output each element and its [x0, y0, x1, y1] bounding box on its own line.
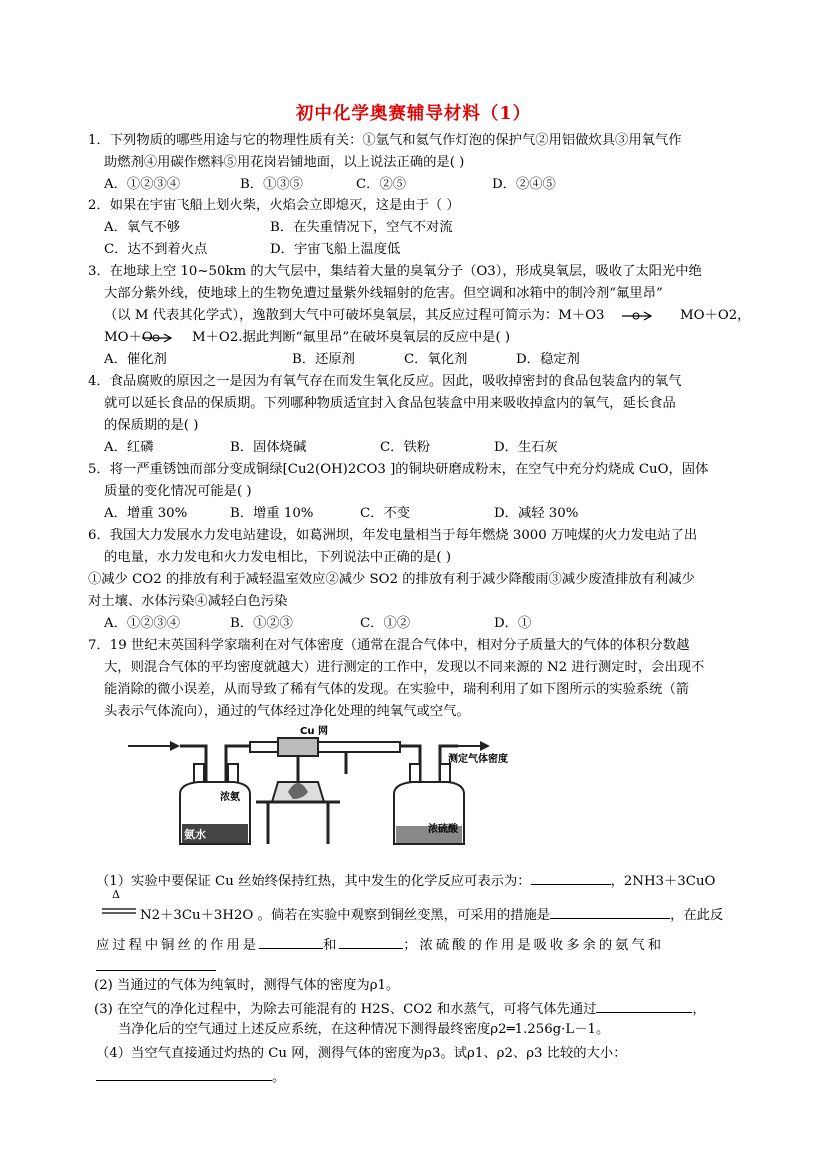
s1-text-f: 和 [322, 938, 340, 953]
q6-option-a: A．①②③④ [104, 616, 181, 631]
label-conc-sulfuric: 浓硫酸 [428, 824, 458, 835]
q7-line-4: 头表示气体流向），通过的气体经过净化处理的纯氧气或空气。 [104, 704, 470, 719]
q3-option-d: D．稳定剂 [516, 352, 580, 367]
s4-text-b: 。 [272, 1070, 286, 1085]
q5-option-c: C．不变 [360, 506, 411, 521]
s1-text-c: N2＋3Cu＋3H2O 。倘若在实验中观察到铜丝变黑，可采用的措施是 [140, 908, 551, 923]
q6-line-2: 的电量，水力发电和火力发电相比，下列说法中正确的是( ) [104, 550, 452, 565]
q3-line-3: （以 M 代表其化学式），逸散到大气中可破坏臭氧层，其反应过程可简示为：M＋O3 [104, 308, 605, 323]
q6-line-1: 6．我国大力发展水力发电站建设，如葛洲坝，年发电量相当于每年燃烧 3000 万吨煤的火力发电站了出 [88, 528, 698, 543]
s3-text-b: ， [692, 1002, 706, 1017]
q2-option-b: B．在失重情况下，空气不对流 [270, 220, 453, 235]
answer-blank-2[interactable] [550, 904, 670, 919]
s1-line-a [96, 870, 715, 892]
label-cu-net: Cu 网 [300, 726, 328, 737]
answer-blank-1[interactable] [531, 870, 611, 885]
q4-line-3: 的保质期的是( ) [104, 418, 199, 433]
s1-line-c [140, 904, 723, 926]
s1-line-e [96, 934, 664, 956]
q5-option-d: D．减轻 30% [494, 506, 579, 521]
answer-blank-6[interactable] [596, 998, 692, 1013]
q5-option-b: B．增重 10% [230, 506, 314, 521]
cu-net [278, 738, 318, 756]
q3-line-3b: MO＋O2， [680, 308, 751, 323]
q5-option-a: A．增重 30% [104, 506, 188, 521]
s4-line-a: （4）当空气直接通过灼热的 Cu 网，测得气体的密度为ρ3。试ρ1、ρ2、ρ3 比较的大小： [96, 1046, 627, 1061]
s3-text-a: (3) 在空气的净化过程中，为除去可能混有的 H2S、CO2 和水蒸气，可将气体先通过 [94, 1002, 597, 1017]
q3-option-c: C．氧化剂 [404, 352, 468, 367]
answer-blank-5[interactable] [96, 956, 216, 971]
q7-line-3: 能消除的微小误差，从而导致了稀有气体的发现。在实验中，瑞利利用了如下图所示的实验系统（箭 [104, 682, 690, 697]
q7-line-1: 7．19 世纪末英国科学家瑞利在对气体密度（通常在混合气体中，相对分子质量大的气体的体积分数越 [88, 638, 690, 653]
label-measure: 测定气体密度 [448, 754, 508, 765]
s1-text-d: ，在此反 [670, 908, 724, 923]
s1-text-g: ；浓硫酸的作用是吸收多余的氨气和 [403, 938, 665, 953]
q6-line-4: 对土壤、水体污染④减轻白色污染 [88, 594, 288, 609]
q4-option-c: C．铁粉 [380, 440, 431, 455]
q6-option-b: B．①②③ [230, 616, 293, 631]
answer-blank-4[interactable] [339, 934, 403, 949]
q5-line-1: 5．将一严重锈蚀而部分变成铜绿[Cu2(OH)2CO3 ]的铜块研磨成粉末，在空气中充分灼烧成 CuO，固体 [88, 462, 709, 477]
s3-line-a [94, 998, 706, 1020]
s2-line: (2) 当通过的气体为纯氧时，测得气体的密度为ρ1。 [94, 978, 400, 993]
answer-blank-3[interactable] [259, 934, 323, 949]
s1-line-h [96, 956, 216, 978]
s4-line-b [96, 1066, 285, 1088]
q6-line-3: ①减少 CO2 的排放有利于减轻温室效应②减少 SO2 的排放有利于减少降酸雨③减少废渣排放有利减少 [88, 572, 695, 587]
q4-option-b: B．固体烧碱 [230, 440, 307, 455]
answer-blank-7[interactable] [96, 1066, 272, 1081]
heating-symbol: Δ [112, 888, 120, 901]
s3-line-c: 当净化后的空气通过上述反应系统，在这种情况下测得最终密度ρ2═1.256g·L－1。 [118, 1022, 610, 1037]
q2-option-c: C．达不到着火点 [104, 242, 208, 257]
q4-line-2: 就可以延长食品的保质期。下列哪种物质适宜封入食品包装盒中用来吸收掉盒内的氧气，延长食品 [104, 396, 676, 411]
apparatus-figure [128, 724, 520, 852]
q4-option-a: A．红磷 [104, 440, 154, 455]
q2-line-1: 2．如果在宇宙飞船上划火柴，火焰会立即熄灭，这是由于（ ） [88, 198, 460, 213]
q3-line-1: 3．在地球上空 10~50km 的大气层中，集结着大量的臭氧分子（O3），形成臭氧层，吸收了太阳光中绝 [88, 264, 702, 279]
reaction-arrow-icon [620, 309, 654, 323]
s1-text-b: ，2NH3＋3CuO [610, 874, 716, 889]
q1-option-d: D．②④⑤ [492, 177, 556, 192]
q7-line-2: 大，则混合气体的平均密度就越大）进行测定的工作中，发现以不同来源的 N2 进行测定时，会出现不 [104, 660, 705, 675]
s1-text-e: 应过程中铜丝的作用是 [96, 938, 259, 953]
q2-option-a: A．氧气不够 [104, 220, 181, 235]
q1-option-c: C．②⑤ [356, 177, 407, 192]
q1-line-1: 1．下列物质的哪些用途与它的物理性质有关：①氩气和氦气作灯泡的保护气②用铝做炊具③用氧气作 [88, 133, 682, 148]
s1-text-a: （1）实验中要保证 Cu 丝始终保持红热，其中发生的化学反应可表示为： [96, 874, 531, 889]
q1-line-2: 助燃剂④用碳作燃料⑤用花岗岩铺地面，以上说法正确的是( ) [104, 155, 465, 170]
q4-line-1: 4．食品腐败的原因之一是因为有氧气存在而发生氧化反应。因此，吸收掉密封的食品包装盒内的氧气 [88, 374, 682, 389]
q1-option-a: A．①②③④ [104, 177, 181, 192]
q5-line-2: 质量的变化情况可能是( ) [104, 484, 252, 499]
q6-option-d: D．① [494, 616, 532, 631]
q4-option-d: D．生石灰 [494, 440, 558, 455]
q3-option-a: A．催化剂 [104, 352, 167, 367]
q1-option-b: B．①③⑤ [240, 177, 303, 192]
q2-option-d: D．宇宙飞船上温度低 [270, 242, 401, 257]
label-ammonia: 浓氨 [220, 792, 240, 803]
q6-option-c: C．①② [360, 616, 411, 631]
q3-line-2: 大部分紫外线，使地球上的生物免遭过量紫外线辐射的危害。但空调和冰箱中的制冷剂“氟里昂” [104, 286, 663, 301]
label-flask: 氨水 [184, 828, 206, 841]
q3-line-5: M＋O2.据此判断“氟里昂”在破坏臭氧层的反应中是( ) [192, 330, 511, 345]
reaction-arrow-icon [140, 331, 174, 345]
page-title: 初中化学奥赛辅导材料（1） [295, 104, 532, 124]
q3-line-4: MO＋O [104, 330, 153, 345]
q3-option-b: B．还原剂 [292, 352, 355, 367]
